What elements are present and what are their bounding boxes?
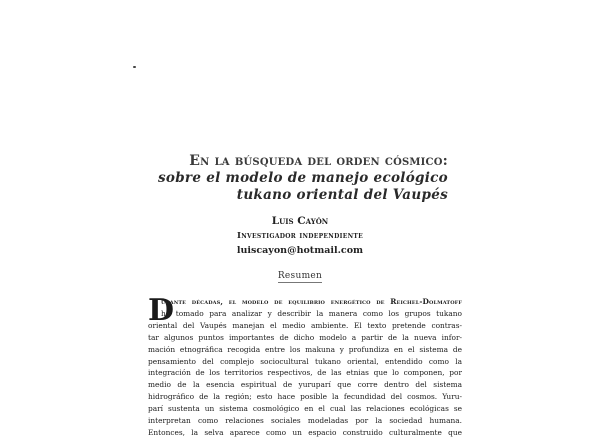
- abstract-line: parí sustenta un sistema cosmológico en el cual las relaciones ecológicas se: [148, 404, 462, 414]
- title-line-2: sobre el modelo de manejo ecológico: [157, 170, 448, 186]
- abstract-line: medio de la esencia espiritual de yuruparí que corre dentro del sistema: [148, 380, 462, 390]
- abstract-line: pensamiento del complejo sociocultural tukano oriental, entendido como la: [148, 356, 462, 366]
- abstract-line: Entonces, la selva aparece como un espacio construido culturalmente que: [148, 427, 462, 437]
- abstract-line: ha tomado para analizar y describir la manera como los grupos tukano: [161, 308, 462, 318]
- abstract-line: mación etnográfica recogida entre los makuna y profundiza en el sistema de: [148, 344, 462, 354]
- article-title: [28, 152, 448, 204]
- abstract-line: tar algunos puntos importantes de dicho modelo a partir de la nueva infor-: [148, 332, 462, 342]
- abstract-line: hidrográfico de la región; esto hace posible la fecundidad del cosmos. Yuru-: [148, 392, 462, 402]
- abstract-line: oriental del Vaupés manejan el medio ambiente. El texto pretende contras-: [148, 320, 462, 330]
- author-email: luiscayon@hotmail.com: [236, 245, 364, 256]
- author-block: [200, 214, 400, 258]
- title-line-1: En la búsqueda del orden cósmico:: [189, 153, 448, 169]
- abstract-line: integración de los territorios respectivos, de las etnias que lo componen, por: [148, 368, 462, 378]
- title-line-3: tukano oriental del Vaupés: [236, 187, 448, 203]
- scan-speck: [133, 66, 136, 68]
- abstract-line: [148, 296, 462, 308]
- abstract-line: interpretan como relaciones sociales modeladas por la sociedad humana.: [148, 416, 462, 426]
- abstract-lead: urante décadas, el modelo de equilibrio energético de Reichel-Dolmatoff: [161, 297, 462, 306]
- abstract-body: [148, 293, 462, 439]
- author-name: Luis Cayón: [271, 215, 329, 227]
- drop-cap: D: [148, 293, 175, 328]
- abstract-heading-text: Resumen: [277, 271, 323, 281]
- author-affiliation: Investigador independiente: [237, 231, 363, 241]
- abstract-heading: [240, 270, 360, 282]
